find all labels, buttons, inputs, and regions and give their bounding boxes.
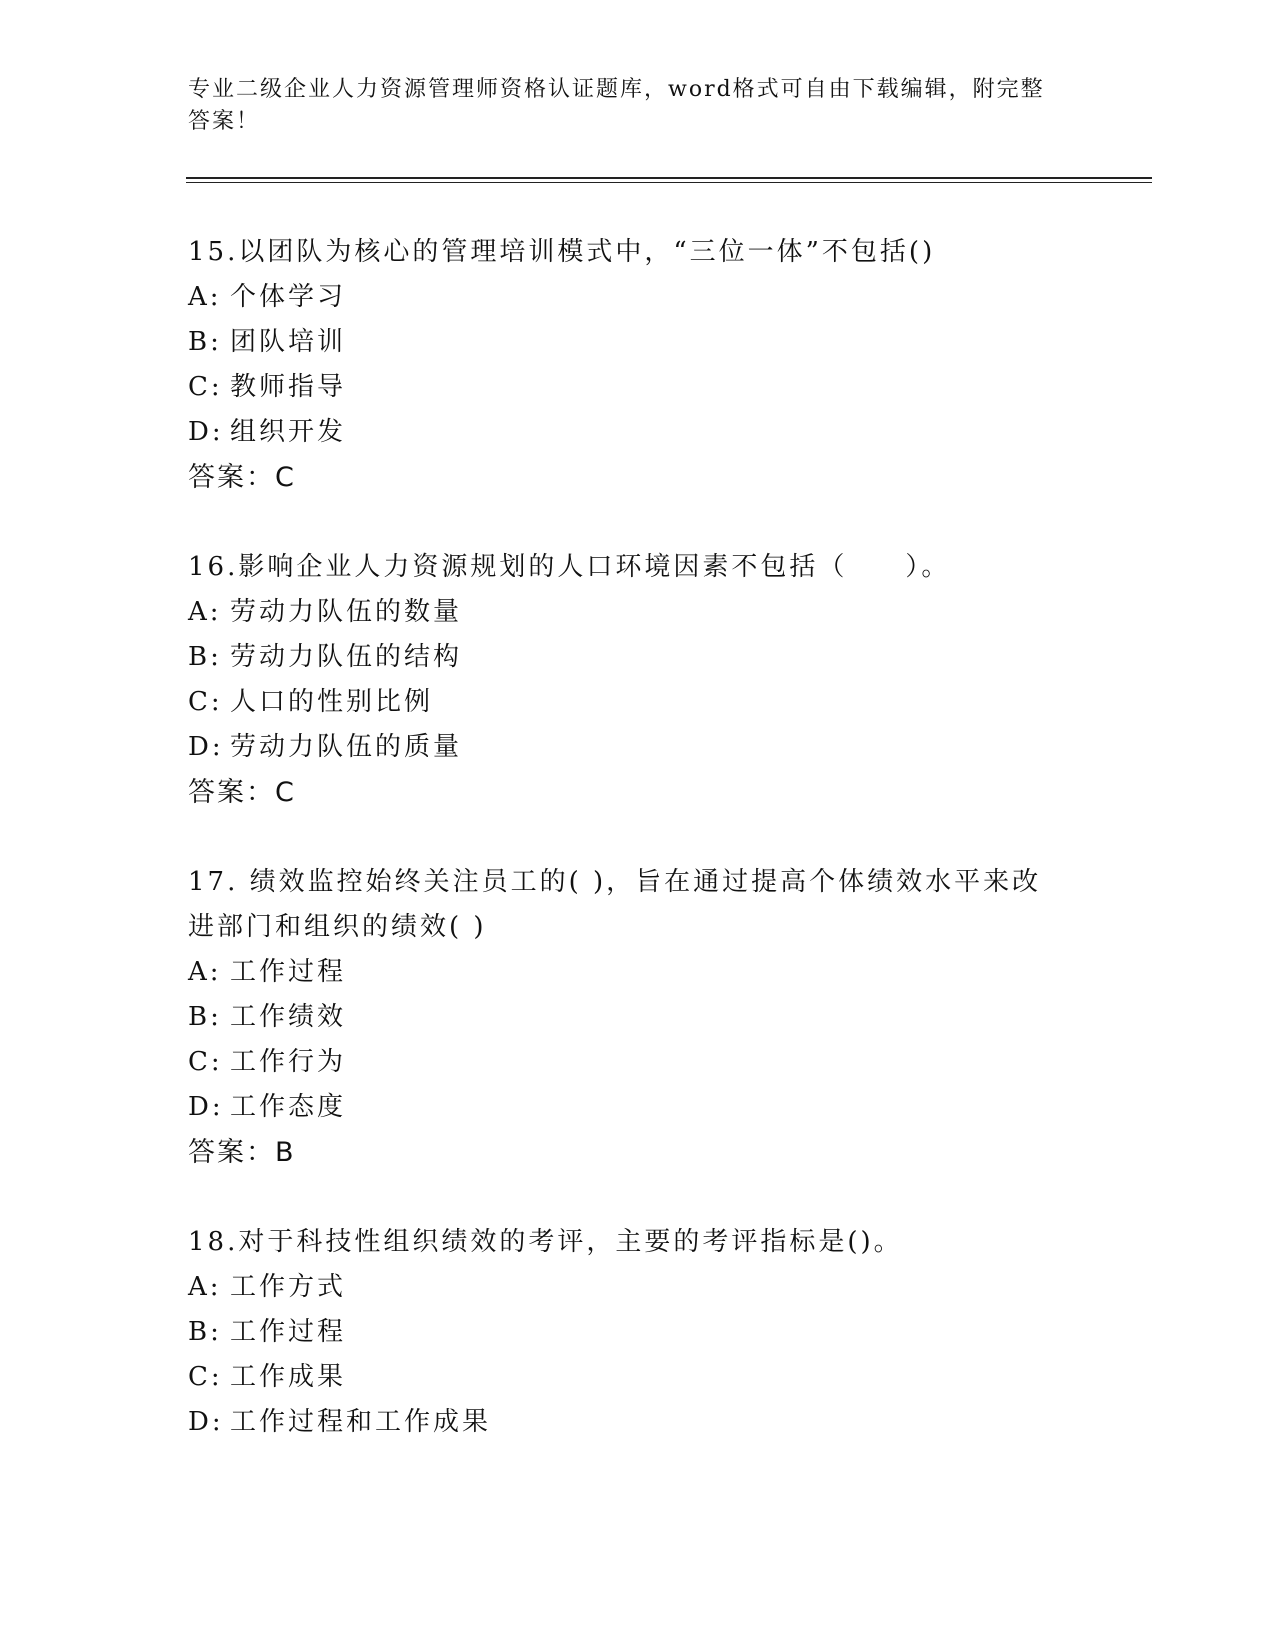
option-text: 劳动力队伍的结构 (230, 642, 463, 672)
option-b (188, 635, 1088, 680)
option-text: 工作过程 (230, 1317, 347, 1347)
option-a (188, 590, 1088, 635)
option-key: D: (188, 1407, 224, 1437)
option-d (188, 410, 1088, 455)
question-17 (188, 860, 1068, 1175)
answer-line: 答案：C (188, 777, 296, 808)
option-text: 工作态度 (230, 1092, 347, 1122)
option-b (188, 320, 1088, 365)
option-d (188, 1085, 1068, 1130)
option-c (188, 680, 1088, 725)
option-key: D: (188, 417, 224, 447)
question-16 (188, 545, 1088, 815)
option-text: 劳动力队伍的数量 (230, 597, 463, 627)
option-key: B: (188, 327, 222, 357)
question-stem: 18.对于科技性组织绩效的考评，主要的考评指标是()。 (188, 1227, 903, 1257)
option-key: D: (188, 732, 224, 762)
option-text: 工作行为 (230, 1047, 347, 1077)
option-a (188, 1265, 1088, 1310)
answer-line: 答案：C (188, 462, 296, 493)
option-key: A: (188, 1272, 222, 1302)
option-text: 劳动力队伍的质量 (230, 732, 463, 762)
answer-line: 答案：B (188, 1137, 296, 1168)
option-key: B: (188, 1317, 222, 1347)
option-text: 工作成果 (230, 1362, 347, 1392)
option-key: A: (188, 282, 222, 312)
option-text: 团队培训 (230, 327, 347, 357)
option-key: D: (188, 1092, 224, 1122)
option-key: C: (188, 687, 223, 717)
option-text: 工作绩效 (230, 1002, 347, 1032)
option-key: B: (188, 1002, 222, 1032)
option-key: A: (188, 957, 222, 987)
option-key: A: (188, 597, 222, 627)
option-c (188, 1040, 1068, 1085)
option-b (188, 995, 1068, 1040)
option-key: C: (188, 1362, 223, 1392)
question-stem: 16.影响企业人力资源规划的人口环境因素不包括（ ）。 (188, 552, 951, 582)
question-15 (188, 230, 1088, 500)
question-stem: 15.以团队为核心的管理培训模式中，“三位一体”不包括() (188, 237, 936, 267)
option-c (188, 1355, 1088, 1400)
option-a (188, 950, 1068, 995)
option-a (188, 275, 1088, 320)
option-c (188, 365, 1088, 410)
option-text: 组织开发 (230, 417, 347, 447)
option-text: 个体学习 (230, 282, 347, 312)
option-text: 工作过程 (230, 957, 347, 987)
option-key: C: (188, 1047, 223, 1077)
header-rule-thin (186, 182, 1152, 183)
option-b (188, 1310, 1088, 1355)
option-key: C: (188, 372, 223, 402)
option-text: 工作方式 (230, 1272, 347, 1302)
question-stem: 17. 绩效监控始终关注员工的( )，旨在通过提高个体绩效水平来改进部门和组织的绩效( ) (188, 867, 1042, 942)
question-18 (188, 1220, 1088, 1445)
option-d (188, 725, 1088, 770)
option-text: 工作过程和工作成果 (230, 1407, 492, 1437)
document-header: 专业二级企业人力资源管理师资格认证题库，word格式可自由下载编辑，附完整答案！ (188, 77, 1045, 134)
header-rule-thick (186, 177, 1152, 179)
option-key: B: (188, 642, 222, 672)
option-text: 教师指导 (230, 372, 347, 402)
option-text: 人口的性别比例 (230, 687, 434, 717)
option-d (188, 1400, 1088, 1445)
